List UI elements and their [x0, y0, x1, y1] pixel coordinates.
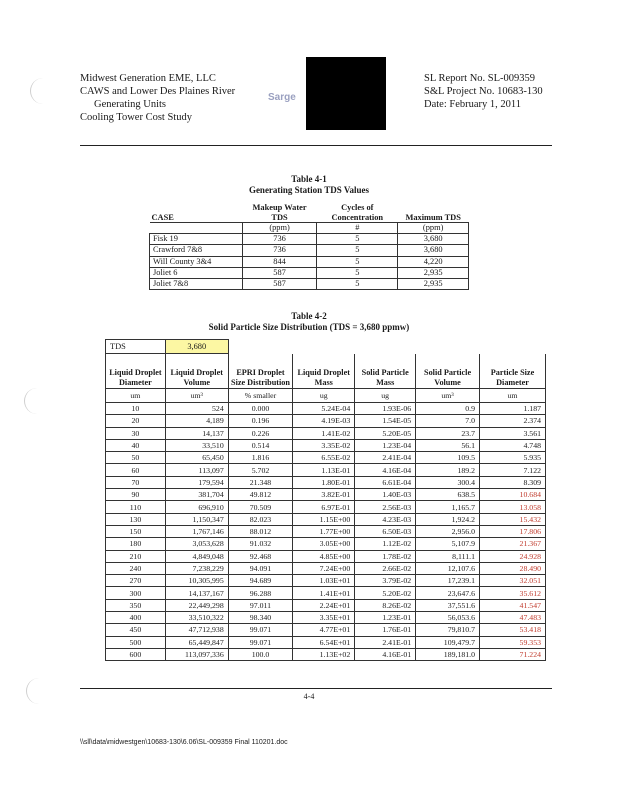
t2-cell: 22,449,298	[165, 599, 228, 611]
t2-cell: 113,097,336	[165, 648, 228, 660]
t1-cell: 3,680	[398, 234, 469, 245]
particle-size-table	[105, 339, 546, 661]
t2-cell: 91.032	[228, 538, 293, 550]
t2-cell: 90	[106, 489, 166, 501]
t1-cell: 736	[242, 234, 316, 245]
t2-cell: 49.812	[228, 489, 293, 501]
t2-cell: 13.058	[479, 501, 545, 513]
t1-header-cycles: Cycles of Concentration	[331, 203, 384, 222]
t1-cell: 5	[317, 278, 398, 289]
table-row	[150, 234, 469, 245]
t2-cell: 24.928	[479, 550, 545, 562]
t2-cell: 7.0	[416, 415, 480, 427]
table2-title: Solid Particle Size Distribution (TDS = 3,680 ppmw)	[208, 322, 410, 332]
table-row	[106, 575, 546, 587]
t2-cell: 3.35E-02	[293, 439, 355, 451]
t2-cell: 21.348	[228, 476, 293, 488]
t2-cell: 21.367	[479, 538, 545, 550]
t2-cell: 97.011	[228, 599, 293, 611]
t1-cell: Crawford 7&8	[150, 245, 243, 256]
t2-cell: 32.051	[479, 575, 545, 587]
t2-cell: 71.224	[479, 648, 545, 660]
t2-cell: 28.490	[479, 562, 545, 574]
t2-cell: 37,551.6	[416, 599, 480, 611]
t2-cell: 1.54E-05	[355, 415, 416, 427]
punch-hole-mark	[24, 388, 39, 414]
t2-cell: 2.66E-02	[355, 562, 416, 574]
t2-cell: 3.82E-01	[293, 489, 355, 501]
t2-unit: um	[479, 389, 545, 403]
t2-cell: 0.000	[228, 403, 293, 415]
t2-cell: 6.50E-03	[355, 525, 416, 537]
t2-cell: 82.023	[228, 513, 293, 525]
t2-cell: 2.374	[479, 415, 545, 427]
t2-header: Particle Size Diameter	[479, 354, 545, 389]
table1-number: Table 4-1	[291, 174, 327, 184]
tds-values-table	[149, 203, 469, 290]
t2-cell: 696,910	[165, 501, 228, 513]
t2-cell: 1.41E+01	[293, 587, 355, 599]
t2-cell: 33,510	[165, 439, 228, 451]
punch-hole-mark	[30, 78, 45, 104]
table-row	[106, 403, 546, 415]
t2-cell: 3,053,628	[165, 538, 228, 550]
table2-number: Table 4-2	[291, 311, 327, 321]
t2-cell: 98.340	[228, 612, 293, 624]
t1-units-row	[150, 223, 469, 234]
t2-cell: 450	[106, 624, 166, 636]
header-left-block	[80, 72, 235, 124]
footer-file-path: \\sll\data\midwestgen\10683-130\6.06\SL-009359 Final 110201.doc	[80, 739, 288, 746]
t2-cell: 189.2	[416, 464, 480, 476]
t2-cell: 41.547	[479, 599, 545, 611]
t2-cell: 17.806	[479, 525, 545, 537]
t2-cell: 1.12E-02	[355, 538, 416, 550]
header-units: Generating Units	[94, 99, 167, 110]
t2-cell: 14,137	[165, 427, 228, 439]
table-row	[106, 648, 546, 660]
header-study: Cooling Tower Cost Study	[80, 112, 192, 123]
table-row	[106, 476, 546, 488]
t2-cell: 270	[106, 575, 166, 587]
t2-cell: 47.483	[479, 612, 545, 624]
t2-cell: 3.561	[479, 427, 545, 439]
t2-header: Solid Particle Mass	[355, 354, 416, 389]
t2-cell: 88.012	[228, 525, 293, 537]
t1-cell: 736	[242, 245, 316, 256]
t2-cell: 1,165.7	[416, 501, 480, 513]
t1-cell: 4,220	[398, 256, 469, 267]
t2-cell: 5.702	[228, 464, 293, 476]
table-row	[106, 612, 546, 624]
t1-unit	[150, 223, 243, 234]
t2-cell: 179,594	[165, 476, 228, 488]
t2-cell: 5.20E-02	[355, 587, 416, 599]
t2-cell: 0.514	[228, 439, 293, 451]
t2-cell: 8,111.1	[416, 550, 480, 562]
t1-cell: 2,935	[398, 278, 469, 289]
header-project-no: S&L Project No. 10683-130	[424, 86, 543, 97]
t2-cell: 2.41E-01	[355, 636, 416, 648]
t2-cell: 5.24E-04	[293, 403, 355, 415]
t2-cell: 2.56E-03	[355, 501, 416, 513]
t1-cell: 3,680	[398, 245, 469, 256]
t1-unit: #	[317, 223, 398, 234]
t2-cell: 35.612	[479, 587, 545, 599]
t2-cell: 6.55E-02	[293, 452, 355, 464]
t2-cell: 30	[106, 427, 166, 439]
t1-cell: Joliet 6	[150, 267, 243, 278]
t2-cell: 100.0	[228, 648, 293, 660]
t2-cell: 59.353	[479, 636, 545, 648]
t2-cell: 6.61E-04	[355, 476, 416, 488]
t2-cell: 47,712,938	[165, 624, 228, 636]
t1-cell: 5	[317, 267, 398, 278]
t2-cell: 8.309	[479, 476, 545, 488]
t2-cell: 40	[106, 439, 166, 451]
table-row	[106, 550, 546, 562]
t2-cell: 12,107.6	[416, 562, 480, 574]
t2-header: EPRI Droplet Size Distribution	[228, 354, 293, 389]
redacted-logo	[306, 57, 386, 130]
t2-cell: 3.35E+01	[293, 612, 355, 624]
t2-cell: 2,956.0	[416, 525, 480, 537]
t2-cell: 23.7	[416, 427, 480, 439]
t2-cell: 14,137,167	[165, 587, 228, 599]
t2-cell: 50	[106, 452, 166, 464]
t2-cell: 0.196	[228, 415, 293, 427]
t2-cell: 1.77E+00	[293, 525, 355, 537]
table-row	[106, 489, 546, 501]
t2-cell: 94.689	[228, 575, 293, 587]
t2-unit: ug	[355, 389, 416, 403]
t2-cell: 109.5	[416, 452, 480, 464]
t2-cell: 92.468	[228, 550, 293, 562]
t2-cell: 1.23E-01	[355, 612, 416, 624]
t1-unit: (ppm)	[398, 223, 469, 234]
t2-cell: 381,704	[165, 489, 228, 501]
t2-cell: 4.19E-03	[293, 415, 355, 427]
table-row	[106, 427, 546, 439]
t2-cell: 15.432	[479, 513, 545, 525]
t2-units-row	[106, 389, 546, 403]
t2-cell: 20	[106, 415, 166, 427]
t2-cell: 3.05E+00	[293, 538, 355, 550]
t2-cell: 300	[106, 587, 166, 599]
t2-cell: 400	[106, 612, 166, 624]
t2-unit: um³	[165, 389, 228, 403]
t2-cell: 4.85E+00	[293, 550, 355, 562]
t2-cell: 17,239.1	[416, 575, 480, 587]
table1-title: Generating Station TDS Values	[248, 185, 370, 195]
t2-cell: 524	[165, 403, 228, 415]
t2-cell: 300.4	[416, 476, 480, 488]
table-row	[106, 599, 546, 611]
t2-cell: 4,849,048	[165, 550, 228, 562]
t1-cell: Fisk 19	[150, 234, 243, 245]
t2-cell: 56.1	[416, 439, 480, 451]
t2-cell: 5,107.9	[416, 538, 480, 550]
table-row	[106, 624, 546, 636]
t2-cell: 1.76E-01	[355, 624, 416, 636]
t2-cell: 60	[106, 464, 166, 476]
header-right-block	[424, 72, 543, 111]
t1-cell: 2,935	[398, 267, 469, 278]
table-row	[106, 538, 546, 550]
t2-cell: 1.15E+00	[293, 513, 355, 525]
t2-cell: 1.80E-01	[293, 476, 355, 488]
header-report-no: SL Report No. SL-009359	[424, 73, 536, 84]
t2-cell: 1.13E+02	[293, 648, 355, 660]
t2-cell: 4,189	[165, 415, 228, 427]
table-row	[150, 256, 469, 267]
t2-cell: 10.684	[479, 489, 545, 501]
t1-cell: Joliet 7&8	[150, 278, 243, 289]
t2-cell: 10,305,995	[165, 575, 228, 587]
table2-caption	[0, 311, 618, 333]
table-row	[106, 636, 546, 648]
table-row	[150, 245, 469, 256]
header-date: Date: February 1, 2011	[424, 99, 522, 110]
t2-cell: 0.226	[228, 427, 293, 439]
t2-header: Solid Particle Volume	[416, 354, 480, 389]
logo-text: Sarge	[268, 92, 296, 103]
t2-unit: % smaller	[228, 389, 293, 403]
t2-cell: 79,810.7	[416, 624, 480, 636]
t2-cell: 4.23E-03	[355, 513, 416, 525]
t2-cell: 180	[106, 538, 166, 550]
t1-header-case: CASE	[151, 212, 174, 222]
t1-cell: 587	[242, 267, 316, 278]
t2-cell: 23,647.6	[416, 587, 480, 599]
t2-cell: 5.20E-05	[355, 427, 416, 439]
t2-cell: 6.54E+01	[293, 636, 355, 648]
table-row	[106, 452, 546, 464]
t2-cell: 1.40E-03	[355, 489, 416, 501]
t1-unit: (ppm)	[242, 223, 316, 234]
t2-cell: 2.41E-04	[355, 452, 416, 464]
tds-value: 3,680	[165, 340, 228, 354]
t2-cell: 1.41E-02	[293, 427, 355, 439]
t2-cell: 210	[106, 550, 166, 562]
table-row	[106, 501, 546, 513]
t2-cell: 189,181.0	[416, 648, 480, 660]
t2-cell: 7,238,229	[165, 562, 228, 574]
t2-cell: 70	[106, 476, 166, 488]
t2-cell: 113,097	[165, 464, 228, 476]
t1-header-max: Maximum TDS	[405, 212, 461, 222]
t2-cell: 3.79E-02	[355, 575, 416, 587]
t2-cell: 1,924.2	[416, 513, 480, 525]
t1-header-makeup: Makeup Water TDS	[252, 203, 307, 222]
t2-cell: 500	[106, 636, 166, 648]
t2-cell: 1,767,146	[165, 525, 228, 537]
t2-cell: 6.97E-01	[293, 501, 355, 513]
table-row	[106, 587, 546, 599]
table-row	[106, 562, 546, 574]
t2-cell: 1.23E-04	[355, 439, 416, 451]
t1-cell: 5	[317, 234, 398, 245]
table-row	[106, 439, 546, 451]
t2-cell: 65,450	[165, 452, 228, 464]
t2-cell: 1.13E-01	[293, 464, 355, 476]
t1-cell: 844	[242, 256, 316, 267]
t2-cell: 10	[106, 403, 166, 415]
table-row	[106, 525, 546, 537]
t2-cell: 1.816	[228, 452, 293, 464]
t2-cell: 70.509	[228, 501, 293, 513]
t1-cell: Will County 3&4	[150, 256, 243, 267]
t2-cell: 1.03E+01	[293, 575, 355, 587]
t2-cell: 4.77E+01	[293, 624, 355, 636]
t1-cell: 5	[317, 256, 398, 267]
table-row	[106, 464, 546, 476]
table-row	[150, 278, 469, 289]
t2-cell: 600	[106, 648, 166, 660]
t2-cell: 99.071	[228, 636, 293, 648]
t2-cell: 8.26E-02	[355, 599, 416, 611]
t2-cell: 4.748	[479, 439, 545, 451]
t2-cell: 96.288	[228, 587, 293, 599]
t2-cell: 1.93E-06	[355, 403, 416, 415]
t2-unit: ug	[293, 389, 355, 403]
t2-cell: 150	[106, 525, 166, 537]
footer-rule	[80, 688, 552, 689]
t2-cell: 0.9	[416, 403, 480, 415]
t2-cell: 130	[106, 513, 166, 525]
t2-unit: um³	[416, 389, 480, 403]
t2-cell: 7.24E+00	[293, 562, 355, 574]
t2-cell: 65,449,847	[165, 636, 228, 648]
header-project: CAWS and Lower Des Plaines River	[80, 86, 236, 97]
t2-cell: 240	[106, 562, 166, 574]
t2-cell: 4.16E-01	[355, 648, 416, 660]
t2-cell: 638.5	[416, 489, 480, 501]
t2-cell: 99.071	[228, 624, 293, 636]
t2-header: Liquid Droplet Diameter	[106, 354, 166, 389]
table-row	[150, 267, 469, 278]
table1-caption	[0, 174, 618, 196]
header-rule	[80, 145, 552, 146]
t2-cell: 1.187	[479, 403, 545, 415]
t2-cell: 109,479.7	[416, 636, 480, 648]
table-row	[106, 513, 546, 525]
t2-cell: 1.78E-02	[355, 550, 416, 562]
t2-cell: 2.24E+01	[293, 599, 355, 611]
table-row	[106, 415, 546, 427]
t2-cell: 7.122	[479, 464, 545, 476]
header-company: Midwest Generation EME, LLC	[80, 73, 216, 84]
t2-cell: 1,150,347	[165, 513, 228, 525]
t1-cell: 587	[242, 278, 316, 289]
t2-cell: 5.935	[479, 452, 545, 464]
tds-label: TDS	[106, 340, 166, 354]
t2-header: Liquid Droplet Mass	[293, 354, 355, 389]
t2-cell: 94.091	[228, 562, 293, 574]
t2-cell: 4.16E-04	[355, 464, 416, 476]
t2-unit: um	[106, 389, 166, 403]
t2-cell: 33,510,322	[165, 612, 228, 624]
page-number: 4-4	[303, 692, 315, 701]
t2-cell: 56,053.6	[416, 612, 480, 624]
t2-cell: 53.418	[479, 624, 545, 636]
t1-cell: 5	[317, 245, 398, 256]
t2-header: Liquid Droplet Volume	[165, 354, 228, 389]
t2-cell: 110	[106, 501, 166, 513]
t2-cell: 350	[106, 599, 166, 611]
